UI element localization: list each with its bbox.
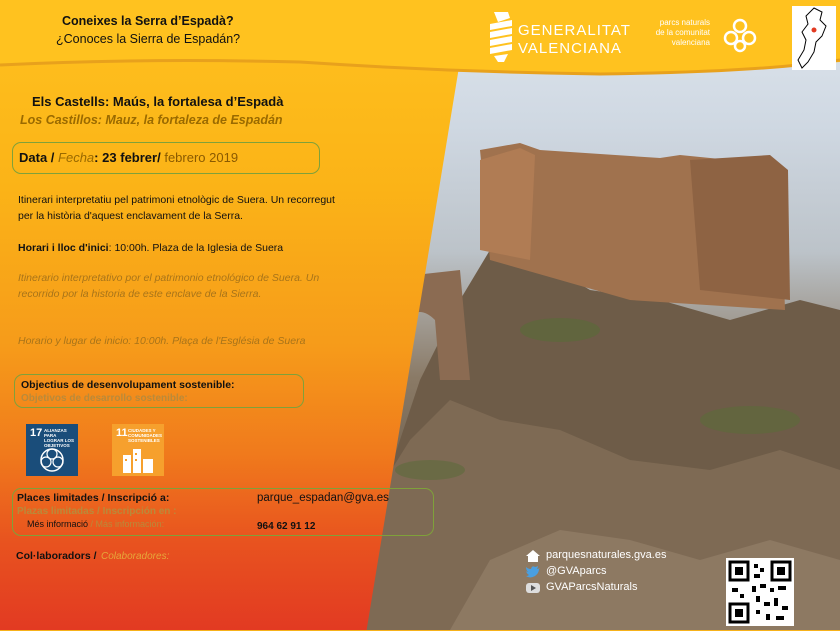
question-spanish: ¿Conoces la Sierra de Espadán?: [56, 32, 241, 46]
question-catalan: Coneixes la Serra d’Espadà?: [62, 14, 234, 28]
collaborators-label-catalan: Col·laboradors /: [16, 550, 97, 562]
date-day: 23: [102, 150, 117, 165]
generalitat-line1: GENERALITAT: [518, 22, 631, 39]
parcs-naturals-logo: [640, 18, 770, 58]
generalitat-emblem-icon: [488, 10, 516, 64]
qr-code[interactable]: [726, 558, 794, 626]
home-icon: [526, 550, 540, 562]
youtube-icon: [526, 582, 540, 594]
date-label-spanish: Fecha: [58, 150, 95, 165]
collaborators: [16, 546, 169, 564]
qr-code-icon: [726, 558, 794, 626]
event-date: [19, 150, 238, 165]
description-catalan: Itinerari interpretatiu pel patrimoni etnològic de Suera. Un recorregut per la història d'aquest enclavament de la Serra.: [18, 194, 335, 222]
sdg-17-number: 17: [30, 427, 43, 439]
event-title-spanish: Los Castillos: Mauz, la fortaleza de Espadán: [20, 113, 283, 127]
sdg-11-text: CIUDADES Y COMUNIDADES SOSTENIBLES: [128, 428, 163, 443]
web-link[interactable]: parquesnaturales.gva.es: [546, 549, 667, 561]
generalitat-logo: [488, 10, 631, 66]
parcs-logo-line3: valenciana: [671, 38, 710, 47]
places-label-spanish: Plazas limitadas / Inscripción en :: [17, 506, 177, 517]
youtube-channel[interactable]: GVAParcsNaturals: [546, 581, 638, 593]
collaborators-label-spanish: Colaboradores:: [100, 551, 170, 562]
map-icon: [792, 6, 836, 70]
schedule-catalan: [18, 240, 338, 256]
date-month-catalan: febrer/: [120, 150, 161, 165]
more-info: [27, 519, 164, 529]
objectives-label-catalan: Objectius de desenvolupament sostenible:: [21, 379, 235, 391]
more-info-separator: /: [88, 519, 96, 529]
contact-email[interactable]: parque_espadan@gva.es: [257, 492, 389, 504]
sdg-17-tile: [26, 424, 78, 476]
date-month-spanish: febrero 2019: [164, 150, 239, 165]
contact-phone[interactable]: 964 62 91 12: [257, 521, 316, 532]
date-label-catalan: Data /: [19, 150, 55, 165]
parcs-logo-line1: parcs naturals: [659, 18, 710, 27]
more-info-catalan: Més informació: [27, 519, 89, 529]
objectives-label-spanish: Objetivos de desarrollo sostenible:: [21, 393, 188, 404]
sdg-11-tile: [112, 424, 164, 476]
places-label-catalan: Places limitades / Inscripció a:: [17, 492, 170, 504]
date-box: [12, 142, 320, 174]
more-info-spanish: Más información:: [95, 519, 165, 529]
twitter-handle[interactable]: @GVAparcs: [546, 565, 607, 577]
generalitat-line2: VALENCIANA: [518, 40, 622, 57]
region-map: [792, 6, 836, 70]
schedule-spanish: Horario y lugar de inicio: 10:00h. Plaça de l'Església de Suera: [18, 335, 306, 347]
objectives-box: [14, 374, 304, 408]
description-spanish: Itinerario interpretativo por el patrimonio etnológico de Suera. Un recorrido por la historia de este enclave de la Sierra.: [18, 272, 320, 300]
parcs-logo-line2: de la comunitat: [655, 28, 710, 37]
contact-box: [12, 488, 434, 536]
sdg-11-city-icon: [121, 447, 155, 473]
schedule-label-catalan: Horari i lloc d'inici: [18, 242, 109, 254]
sdg-17-rings-icon: [38, 446, 66, 474]
sdg-17-text: ALIANZAS PARA LOGRAR LOS OBJETIVOS: [44, 428, 74, 448]
event-title-catalan: Els Castells: Maús, la fortalesa d’Espadà: [32, 94, 284, 109]
sdg-11-number: 11: [116, 427, 128, 439]
flower-icon: [722, 18, 758, 54]
twitter-icon: [526, 566, 540, 578]
schedule-value-catalan: : 10:00h. Plaza de la Iglesia de Suera: [108, 242, 284, 254]
date-colon: :: [94, 150, 99, 165]
